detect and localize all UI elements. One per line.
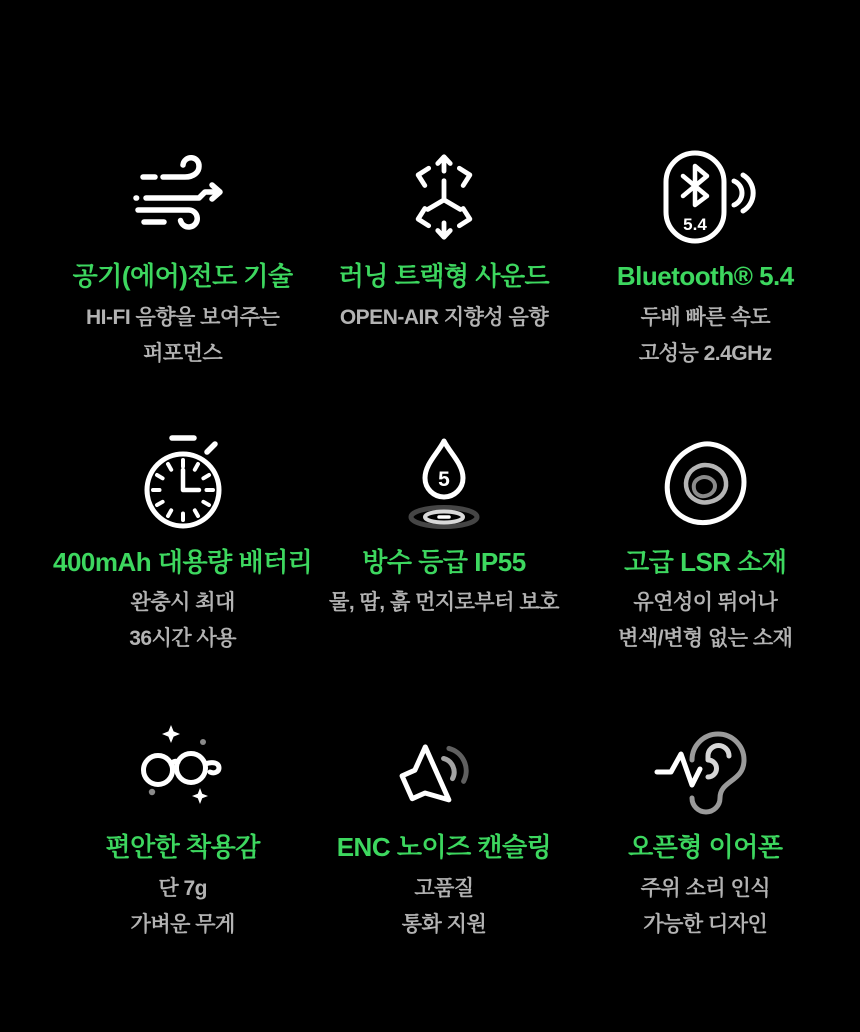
- feature-line-2: 통화 지원: [401, 912, 487, 936]
- feature-line-2: 가능한 디자인: [643, 912, 768, 936]
- bluetooth-icon: [646, 149, 764, 245]
- icon-box: [654, 717, 756, 819]
- stopwatch-icon: [135, 434, 231, 532]
- waterproof-level-label: 5: [438, 467, 450, 491]
- feature-line-2: 퍼포먼스: [143, 341, 223, 365]
- feature-line-1: 단 7g: [158, 876, 207, 900]
- feature-card: [52, 717, 313, 943]
- feature-card: [575, 146, 836, 372]
- icon-box: [398, 146, 490, 248]
- feature-line-1: 주위 소리 인식: [640, 876, 771, 900]
- feature-title: 편안한 착용감: [105, 832, 260, 862]
- icon-box: [392, 717, 496, 819]
- feature-title: 방수 등급 IP55: [362, 546, 526, 577]
- feature-card: [575, 717, 836, 943]
- feature-line-2: 변색/변형 없는 소재: [618, 627, 793, 650]
- feature-title: Bluetooth® 5.4: [616, 261, 794, 291]
- feature-line-1: 완충시 최대: [130, 591, 235, 614]
- feature-line-1: OPEN-AIR 지향성 음향: [339, 305, 549, 329]
- feature-line-1: HI-FI 음향을 보여주는: [86, 305, 280, 329]
- ear-icon: [654, 720, 756, 816]
- glasses-icon: [133, 722, 233, 814]
- feature-line-1: 유연성이 뛰어나: [633, 591, 778, 614]
- feature-title: 공기(에어)전도 기술: [72, 261, 293, 291]
- water-drop-icon: [389, 436, 499, 530]
- feature-title: 러닝 트랙형 사운드: [338, 261, 550, 291]
- icon-box: [389, 432, 499, 534]
- feature-card: [313, 717, 574, 943]
- feature-card: [575, 432, 836, 658]
- feature-title: 400mAh 대용량 배터리: [53, 546, 313, 577]
- lsr-material-icon: [656, 438, 754, 528]
- feature-card: [52, 432, 313, 658]
- icon-box: [646, 146, 764, 248]
- feature-card: [313, 432, 574, 658]
- feature-title: 오픈형 이어폰: [628, 832, 783, 862]
- icon-box: [656, 432, 754, 534]
- feature-card: [313, 146, 574, 372]
- speaker-icon: [392, 719, 496, 817]
- icon-box: [131, 146, 235, 248]
- feature-line-2: 가벼운 무게: [130, 912, 235, 936]
- feature-line-1: 두배 빠른 속도: [640, 305, 771, 329]
- feature-title: 고급 LSR 소재: [624, 546, 787, 577]
- spatial-sound-icon: [398, 151, 490, 243]
- wind-icon: [131, 157, 235, 237]
- feature-line-1: 고품질: [414, 876, 474, 900]
- feature-line-2: 36시간 사용: [129, 627, 237, 650]
- icon-box: [133, 717, 233, 819]
- feature-card: [52, 146, 313, 372]
- feature-line-1: 물, 땀, 흙 먼지로부터 보호: [329, 591, 559, 614]
- feature-title: ENC 노이즈 캔슬링: [336, 832, 552, 862]
- feature-line-2: 고성능 2.4GHz: [638, 341, 772, 365]
- bluetooth-version-label: 5.4: [683, 215, 708, 234]
- icon-box: [135, 432, 231, 534]
